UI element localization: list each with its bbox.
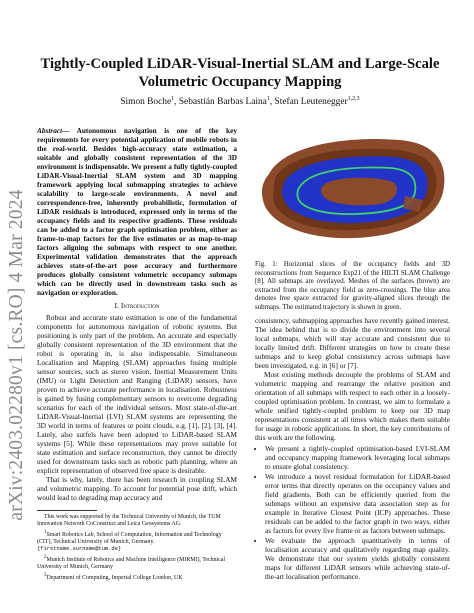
mesh-inner-island: [321, 178, 397, 206]
footnote-affiliation-1: [37, 529, 237, 554]
contribution-item: • We introduce a novel residual formulation for LiDAR-based error terms that directly operates on the occupancy values and field gradients. Both can be efficiently queried from the submaps without an expensive data association step as for example in Iterative Closest Point (ICP) approaches. These residuals can be added to the factor graph in two ways, either as factors for every live frame or as factors between submaps.: [265, 472, 450, 535]
footnote-funding: This work was supported by the Technical University of Munich, the TUM Innovation Network CoConstruct and Leica Geosystems AG.: [37, 514, 221, 528]
author-name: Sebastián Barbas Laina: [178, 97, 267, 108]
abstract-label: Abstract: [37, 126, 63, 135]
abstract: [37, 126, 237, 297]
author-affiliation: 1: [171, 96, 175, 102]
body-paragraph: Most existing methods decouple the problems of SLAM and volumetric mapping and rearrange the relative position and orientation of all submaps with respect to each other in a loosely-coupled optimisation problem. In contrast, we aim to formulate a whole unified tightly-coupled problem to keep our 3D map representations consistent at all times which makes them suitable for usage in robotic applications. In short, the key contributions of this work are the following.: [255, 370, 450, 442]
footnote-mark: 3: [44, 572, 47, 578]
footnote-mark: 1: [44, 529, 47, 535]
footnote-affiliation-2: [37, 554, 237, 571]
left-column: [37, 126, 237, 502]
footnotes: [37, 510, 237, 583]
intro-paragraph: Robust and accurate state estimation is one of the fundamental components for autonomous navigation of robotic systems. But positioning is only part of the problem. An accurate and especially globally consistent representation of the 3D environment that the robot is operating in, is also indispensable. Simultaneous Localisation and Mapping (SLAM) approaches fusing multiple sensor sources, such as stereo vision, Inertial Measurement Units (IMU) or Light Detection and Ranging (LiDAR) sensors, have proven to achieve accurate performance in localisation. Robustness is gained by fusing complementary sensors to overcome degrading scenarios for each of the individual sensors. Most state-of-the-art LiDAR-Visual-Inertial (LVI) SLAM systems are representing the 3D world in terms of features or point clouds, e.g. [1], [2], [3], [4]. Lately, also surfels have been adopted to LiDAR-based SLAM systems [5]. While these representations may prove suitable for state estimation and surface reconstruction, they cannot be directly used for downstream tasks such as robotic path planning, where an explicit representation of observed free space is desirable.: [37, 313, 237, 475]
right-body: [255, 316, 450, 581]
intro-paragraph: That is why, lately, there has been research in coupling SLAM and volumetric mapping. To account for potential pose drift, which would lead to degrading map accuracy and: [37, 475, 237, 502]
contribution-list: [255, 444, 450, 581]
footnote-text: Department of Computing, Imperial College London, UK: [46, 574, 183, 581]
author-list: Simon Boche$^1$, Sebastián Barbas Laina$^1$, Stefan Leutenegger$^{1,2,3}$: [120, 96, 360, 108]
body-paragraph: consistency, submapping approaches have recently gained interest. The idea behind that is to divide the environment into several local submaps, which will stay accurate and consistent due to locally limited drift. Different strategies on how to create these submaps and to keep global consistency across submaps have been investigated, e.g. in [6] or [7].: [255, 316, 450, 370]
footnote-email: {firstname.surname@tum.de}: [37, 546, 122, 553]
paper-title: Tightly-Coupled LiDAR-Visual-Inertial SLAM and Large-Scale Volumetric Occupancy Mapping: [40, 56, 440, 90]
occupancy-map-render: [255, 126, 450, 258]
contribution-item: • We evaluate the approach quantitatively in terms of localisation accuracy and qualitatively regarding map quality. We demonstrate that our system yields globally consistent maps for different LiDAR sensors while achieving state-of-the-art localisation performance.: [265, 536, 450, 581]
footnote-mark: 2: [44, 554, 47, 560]
right-column: [255, 126, 450, 582]
footnote-rule: [37, 510, 97, 511]
section-heading: I. Introduction: [114, 301, 160, 310]
author-name: Simon Boche: [120, 97, 172, 108]
figure-occupancy-map: [255, 126, 450, 258]
footnote-text: Smart Robotics Lab, School of Computation, Information and Technology (CIT), Technical University of Munich, Germany.: [37, 531, 222, 546]
contribution-item: • We present a tightly-coupled optimisation-based LVI-SLAM and occupancy mapping framework leveraging local submaps to ensure global consistency.: [265, 444, 450, 471]
author-affiliation: 1: [266, 96, 270, 102]
abstract-text: — Autonomous navigation is one of the key requirements for every potential application of mobile robots in the real-world. Besides high-accuracy state estimation, a suitable and globally consistent representation of the 3D environment is indispensable. We present a fully tightly-coupled LiDAR-Visual-Inertial SLAM system and 3D mapping framework applying local submapping strategies to achieve scalability to large-scale environments. A novel and correspondence-free, inherently probabilistic, formulation of LiDAR residuals is introduced, expressed only in terms of the occupancy fields and its respective gradients. These residuals can be added to a factor graph optimisation problem, either as frame-to-map factors for the live estimates or as map-to-map factors aligning the submaps with respect to one another. Experimental validation demonstrates that the approach achieves state-of-the-art pose accuracy and furthermore produces globally consistent volumetric occupancy submaps which can be directly used in downstream tasks such as navigation or exploration.: [37, 126, 237, 297]
footnote-text: Munich Institute of Robotics and Machine Intelligence (MIRMI), Technical University of Munich, Germany: [37, 556, 226, 571]
author-name: Stefan Leutenegger: [274, 97, 348, 108]
footnote-affiliation-3: [37, 572, 237, 582]
figure-caption: Fig. 1: Horizontal slices of the occupancy fields and 3D reconstructions from Sequence Exp21 of the HILTI SLAM Challenge [8]. All submaps are overlayed. Meshes of the surfaces (brown) are extracted from the occupancy field as zero-crossings. The blue area denotes free space extracted for gravity-aligned slices through the submaps. The estimated trajectory is shown in green.: [255, 261, 450, 311]
author-affiliation: 1,2,3: [347, 96, 360, 102]
arxiv-stamp-text: arXiv:2403.02280v1 [cs.RO] 4 Mar 2024: [6, 189, 27, 521]
arxiv-stamp: [2, 140, 32, 570]
